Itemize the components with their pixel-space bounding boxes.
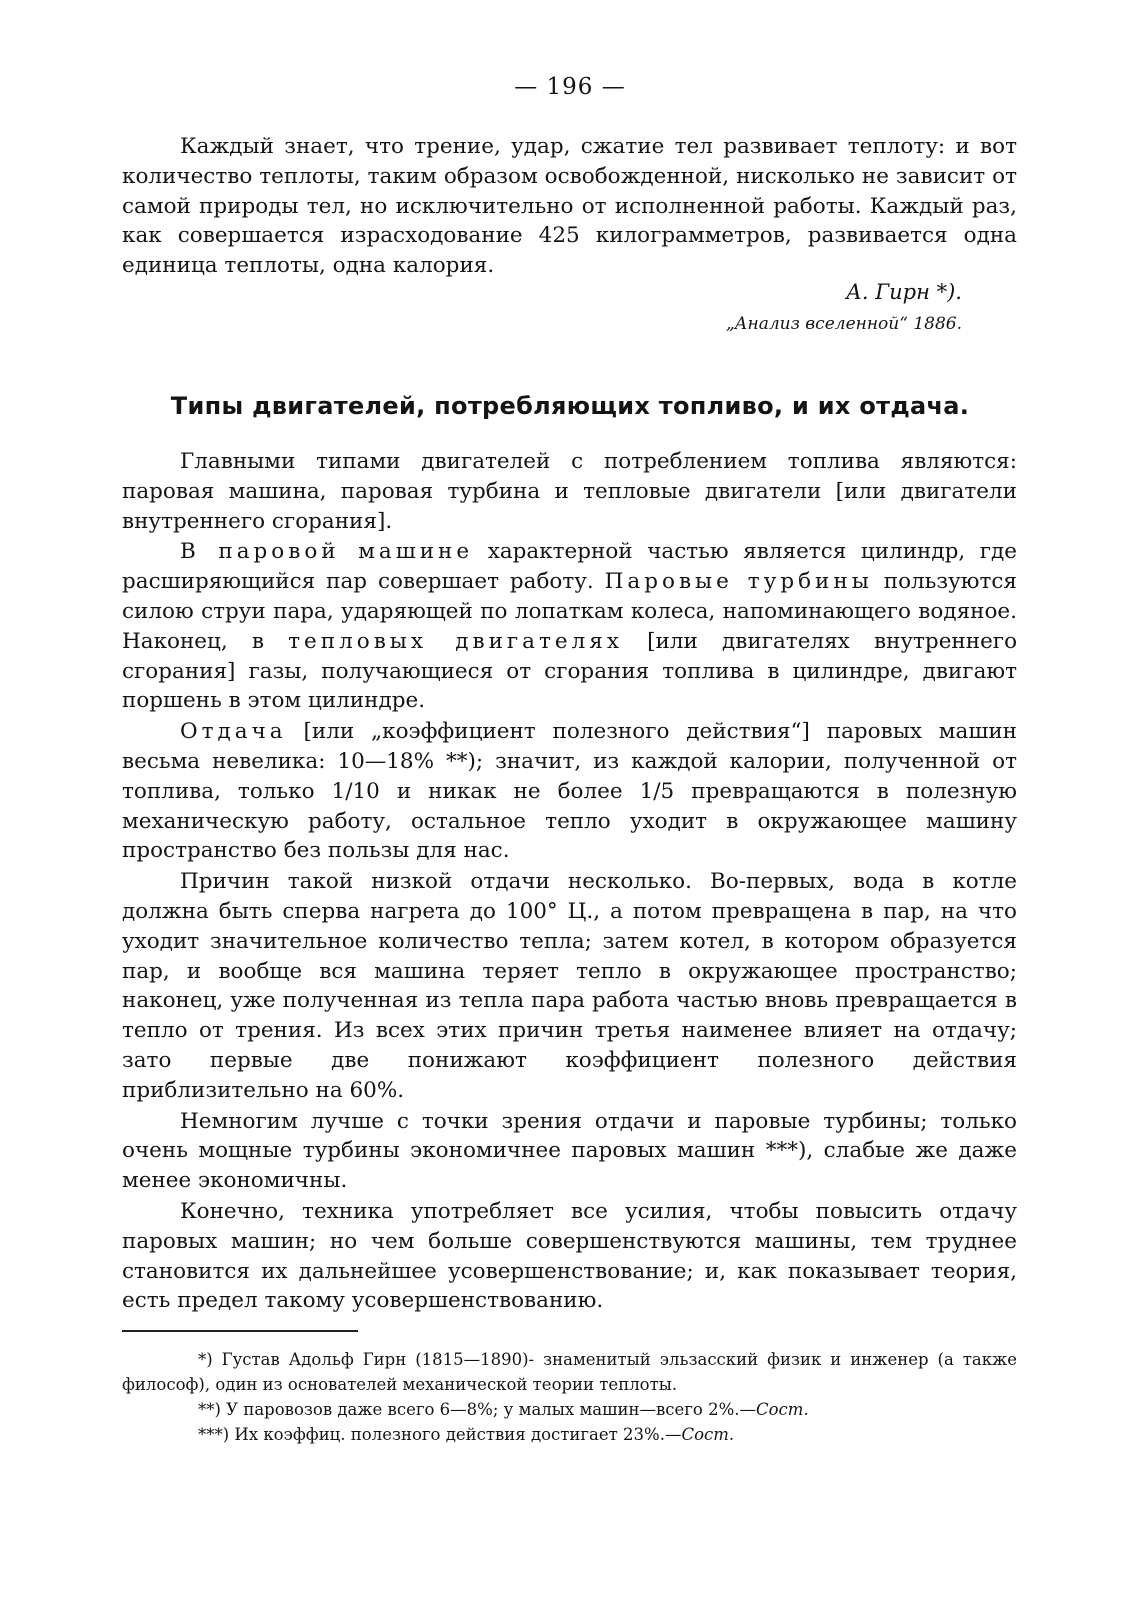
paragraph-3-part-d: превращаются в полезную механическую работу, остальное тепло уходит в окружающее машину пространство без пользы для нас. (122, 778, 1017, 864)
epigraph (122, 132, 1017, 281)
term-steam-engine: В паровой машине (180, 539, 474, 565)
paragraph-2-part-b: пользуются силою струи пара, ударяющей по лопаткам колеса, напоминающего водяное. Наконец, в (122, 569, 1017, 654)
paragraph-2-part-a: характерной частью является цилиндр, где расширяющийся пар совершает работу. (122, 539, 1017, 595)
term-efficiency: Отдача (180, 719, 287, 745)
footnote-divider (122, 1330, 358, 1332)
paragraph-5: Немногим лучше с точки зрения отдачи и паровые турбины; только очень мощные турбины экономичнее паровых машин ***), слабые же даже менее экономичны. (122, 1108, 1017, 1194)
paragraph-4: Причин такой низкой отдачи несколько. Во-первых, вода в котле должна быть сперва нагрета до 100° Ц., а потом превращена в пар, на что уходит значительное количество тепла; затем котел, в котором образуется пар, и вообще вся машина теряет тепло в окружающее пространство; наконец, уже полученная из тепла пара работа частью вновь превращается в тепло от трения. Из всех этих причин третья наименее влияет на отдачу; зато первые две понижают коэффициент полезного действия приблизительно на 60%. (122, 869, 1017, 1103)
paragraph-2 (122, 537, 1017, 716)
term-heat-engines: тепловых двигателях (288, 628, 623, 654)
paragraph-1: Главными типами двигателей с потреблением топлива являются: паровая машина, паровая турбина и тепловые двигатели [или двигатели внутреннего сгорания]. (122, 449, 1017, 534)
epigraph-text: Каждый знает, что трение, удар, сжатие тел развивает теплоту: и вот количество теплоты, таким образом освобожденной, нисколько не зависит от самой природы тел, но исключительно от исполненной работы. Каждый раз, как совершается израсходование 425 килограмметров, развивается одна единица теплоты, одна калория. (122, 134, 1017, 279)
footnotes (122, 1347, 1017, 1447)
footnote-2 (122, 1397, 1017, 1422)
page-number: — 196 — (514, 74, 626, 100)
paragraph-3-part-b: **); значит, из каждой калории, полученной от топлива, только (122, 748, 1017, 804)
footnote-3 (122, 1422, 1017, 1447)
footnote-2-sign: Сост. (756, 1400, 809, 1419)
footnote-3-text: ***) Их коэффиц. полезного действия достигает 23%.— (198, 1425, 682, 1444)
paragraph-2-part-c: [или двигателях внутреннего сгорания] газы, получающиеся от сгорания топлива в цилиндре, двигают поршень в этом цилиндре. (122, 628, 1018, 714)
fraction-one-fifth: 1/5 (639, 778, 675, 804)
paragraph-3-part-c: и никак не более (379, 778, 640, 804)
section-body (122, 447, 1017, 1317)
footnote-2-text: **) У паровозов даже всего 6—8%; у малых машин—всего 2%.— (198, 1400, 756, 1419)
epigraph-source: „Анализ вселенной“ 1886. (725, 314, 962, 334)
epigraph-author: А. Гирн *). (845, 280, 962, 304)
footnote-1: *) Густав Адольф Гирн (1815—1890)- знаменитый эльзасский физик и инженер (а также философ), один из основателей механической теории теплоты. (122, 1350, 1017, 1394)
paragraph-6: Конечно, техника употребляет все усилия, чтобы повысить отдачу паровых машин; но чем больше совершенствуются машины, тем труднее становится их дальнейшее усовершенствование; и, как показывает теория, есть предел такому усовершенствованию. (122, 1198, 1017, 1314)
paragraph-3 (122, 717, 1017, 866)
percent-sign: % (413, 748, 435, 774)
term-steam-turbines: Паровые турбины (604, 569, 873, 595)
fraction-one-tenth: 1/10 (331, 778, 380, 804)
section-heading: Типы двигателей, потребляющих топливо, и их отдача. (170, 392, 970, 420)
paragraph-3-part-a: [или „коэффициент полезного действия“] паровых машин весьма невелика: 10—18 (122, 719, 1017, 774)
footnote-3-sign: Сост. (681, 1425, 735, 1444)
